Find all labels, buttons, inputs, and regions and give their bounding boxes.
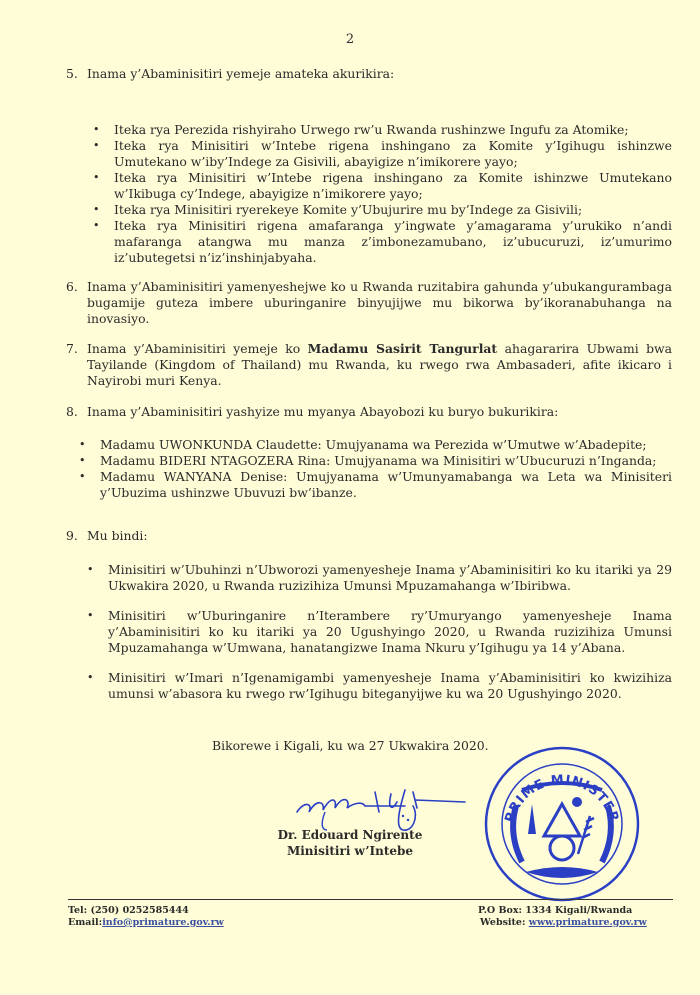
appointments-list (74, 437, 672, 501)
list-item: • Madamu BIDERI NTAGOZERA Rina: Umujyanama wa Minisitiri w’Ubucuruzi n’Inganda; (74, 453, 672, 469)
section-6 (66, 279, 672, 327)
text-after: ahagararira Ubwami bwa Tayilande (Kingdom of Thailand) mu Rwanda, ku rwego rwa Ambasaderi, afite ikicaro i Nayirobi muri Kenya. (87, 341, 672, 388)
list-item: • Iteka rya Minisitiri w’Intebe rigena inshingano za Komite y’Igihugu ishinzwe Umutekano w’iby’Indege za Gisivili, abayigize n’imikorere yayo; (88, 138, 672, 170)
footer-contact-right (478, 905, 647, 929)
section-number: 6. (66, 279, 78, 294)
section-7 (66, 341, 672, 389)
list-item: • Iteka rya Minisitiri w’Intebe rigena inshingano za Komite ishinzwe Umutekano w’Ikibuga cy’Indege, abayigize n’imikorere yayo; (88, 170, 672, 202)
footer-po-box: P.O Box: 1334 Kigali/Rwanda (478, 905, 633, 916)
website-link[interactable]: www.primature.gov.rw (528, 917, 647, 928)
section-5 (66, 66, 672, 82)
footer-tel: Tel: (250) 0252585444 (68, 905, 189, 916)
section-text: Inama y’Abaminisitiri yamenyeshejwe ko u Rwanda ruzitabira gahunda y’ubukangurambaga bugamije guteza imbere uburinganire binyujijwe mu bikorwa by’ikoranabuhanga na inovasiyo. (87, 279, 672, 326)
text-before: Inama y’Abaminisitiri yemeje ko (87, 341, 308, 356)
section-9 (66, 528, 672, 544)
list-item: • Minisitiri w’Ubuhinzi n’Ubworozi yamenyesheje Inama y’Abaminisitiri ko ku itariki ya 29 Ukwakira 2020, u Rwanda ruzizihiza Umunsi Mpuzamahanga w’Ibiribwa. (82, 562, 672, 594)
email-link[interactable]: info@primature.gov.rw (102, 917, 224, 928)
section-number: 9. (66, 528, 78, 543)
page-number: 2 (345, 32, 355, 47)
signatory (250, 827, 450, 859)
footer-contact-left (68, 905, 224, 929)
signatory-title: Minisitiri w’Intebe (286, 844, 414, 858)
other-matters-list (82, 562, 672, 702)
footer-divider (68, 899, 673, 900)
email-label: Email: (68, 917, 103, 928)
list-item: • Minisitiri w’Uburinganire n’Iterambere ry’Umuryango yamenyesheje Inama y’Abaminisitiri ko ku itariki ya 20 Ugushyingo 2020, u Rwanda ruzizihiza Umunsi Mpuzamahanga w’Umwana, hanatangizwe Inama Nkuru y’Igihugu ya 14 y’Abana. (82, 608, 672, 656)
list-item: • Madamu WANYANA Denise: Umujyanama w’Umunyamabanga wa Leta wa Minisiteri y’Ubuzima ushinzwe Ubuvuzi bw’ibanze. (74, 469, 672, 501)
website-label: Website: (480, 917, 529, 928)
section-number: 5. (66, 66, 78, 81)
signatory-name: Dr. Edouard Ngirente (277, 828, 423, 842)
decree-list (88, 122, 672, 266)
list-item: • Minisitiri w’Imari n’Igenamigambi yamenyesheje Inama y’Abaminisitiri ko kwizihiza umunsi w’abasora ku rwego rw’Igihugu biteganyijwe ku wa 20 Ugushyingo 2020. (82, 670, 672, 702)
section-text (87, 341, 672, 389)
footer-email-line (68, 917, 224, 929)
list-item: • Iteka rya Minisitiri ryerekeye Komite y’Ubujurire mu by’Indege za Gisivili; (88, 202, 672, 218)
section-text: Mu bindi: (87, 528, 148, 543)
list-item: • Iteka rya Minisitiri rigena amafaranga y’ingwate y’amagarama y’urukiko n’andi mafaranga atangwa mu manza z’imbonezamubano, iz’ubucuruzi, iz’umurimo iz’ubutegetsi n’iz’inshinjabyaha. (88, 218, 672, 266)
section-number: 8. (66, 404, 78, 419)
seal-text: PRIME MINISTER (502, 772, 622, 825)
list-item: • Iteka rya Perezida rishyiraho Urwego rw’u Rwanda rushinzwe Ingufu za Atomike; (88, 122, 672, 138)
section-text: Inama y’Abaminisitiri yemeje amateka akurikira: (87, 66, 395, 81)
list-item: • Madamu UWONKUNDA Claudette: Umujyanama wa Perezida w’Umutwe w’Abadepite; (74, 437, 672, 453)
section-8 (66, 404, 672, 420)
section-text: Inama y’Abaminisitiri yashyize mu myanya Abayobozi ku buryo bukurikira: (87, 404, 559, 419)
place-and-date: Bikorewe i Kigali, ku wa 27 Ukwakira 2020. (212, 738, 489, 753)
appointee-name: Madamu Sasirit Tangurlat (307, 341, 498, 356)
prime-minister-seal-icon (482, 744, 642, 904)
section-number: 7. (66, 341, 78, 356)
footer-website-line (478, 917, 647, 929)
